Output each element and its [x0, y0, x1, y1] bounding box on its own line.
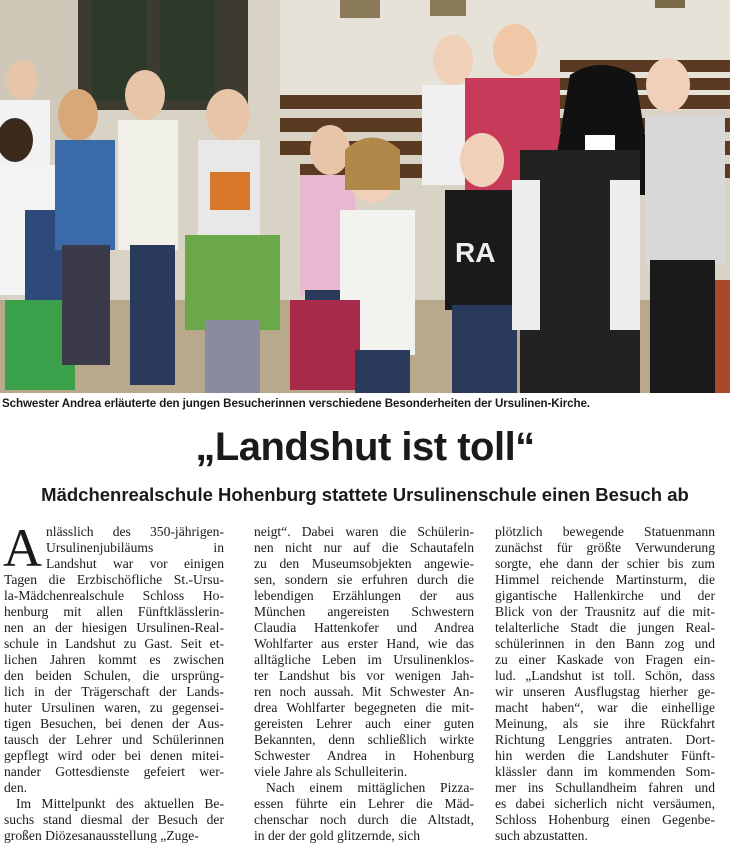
article-line: nander Gottesdienste gefeiert wer- [4, 764, 224, 779]
article-line: gereisten Lehrer auch einer guten [254, 716, 474, 731]
article-line: nen an der hiesigen Ursulinen-Real- [4, 620, 224, 635]
article-line: Schloss Hohenburg einen Gegenbe- [495, 812, 715, 827]
article-line: sorgte, ehe dann der schier bis zum [495, 556, 715, 571]
article-line: Himmel reichende Martinsturm, die [495, 572, 715, 587]
photo-caption: Schwester Andrea erläuterte den jungen Besucherinnen verschiedene Besonderheiten der Ursulinen-Kirche. [2, 397, 590, 410]
article-photo [0, 0, 730, 393]
article-line: suchs stand diesmal der Besuch der [4, 812, 224, 827]
article-line: es dabei sicherlich nicht versäumen, [495, 796, 715, 811]
article-line: neigt“. Dabei waren die Schülerin- [254, 524, 474, 539]
article-line: in der der gold glitzernde, sich [254, 828, 421, 843]
article-line: huter Ursulinen waren, zu gegensei- [4, 700, 224, 715]
article-line: lebendigen Erzählungen der aus [254, 588, 474, 603]
article-line: Bekannten, denn schließlich wirkte [254, 732, 474, 747]
article-line: mer ins Schullandheim fahren und [495, 780, 715, 795]
article-line: henburg mit allen Fünftklässlerin- [4, 604, 224, 619]
article-line: alltägliche Leben im Ursulinenklos- [254, 652, 474, 667]
article-line: gepflegt wird oder bei denen mitei- [4, 748, 224, 763]
article-line: Nach einem mittäglichen Pizza- [266, 780, 474, 795]
article-line: wir unseren Ausflugstag hierher ge- [495, 684, 715, 699]
article-line: schülerinnen in den Bann zog und [495, 636, 715, 651]
article-line: zu einer Kaskade von Fragen ein- [495, 652, 715, 667]
article-line: nen nicht nur auf die Schautafeln [254, 540, 474, 555]
article-line: la-Mädchenrealschule Schloss Ho- [4, 588, 224, 603]
article-line: telalterliche Stadt die jungen Real- [495, 620, 715, 635]
headline: „Landshut ist toll“ [195, 425, 535, 469]
article-line: lich in der Trägerschaft der Lands- [4, 684, 224, 699]
article-line: gigantische Hallenkirche und der [495, 588, 715, 603]
article-line: Richtung Lenggries antraten. Dort- [495, 732, 715, 747]
subheadline: Mädchenrealschule Hohenburg stattete Ursulinenschule einen Besuch ab [41, 484, 689, 505]
article-column-2 [254, 524, 474, 844]
article-line: viele Jahre als Schulleiterin. [254, 764, 408, 779]
article-line: drea Wohlfarter begegneten die mit- [254, 700, 474, 715]
article-line: tausch der Lehrer und Schülerinnen [4, 732, 224, 747]
article-line: den. [4, 780, 28, 795]
article-line: Tagen die Erzbischöfliche St.-Ursu- [4, 572, 224, 587]
article-line: zu den Museumsobjekten angewie- [254, 556, 474, 571]
article-line: klässler dann im kommenden Som- [495, 764, 715, 779]
article-line: Landshut war vor einigen [46, 556, 224, 571]
drop-cap: A [3, 518, 42, 578]
article-column-1 [3, 518, 224, 844]
article-line: München angereisten Schwestern [254, 604, 474, 619]
article-line: ter Landshut bis vor wenigen Jah- [254, 668, 474, 683]
article-line: essen führte ein Lehrer die Mäd- [254, 796, 474, 811]
article-line: Meinung, als sie ihre Rückfahrt [495, 716, 715, 731]
article-line: Blick von der Trausnitz auf die mit- [495, 604, 715, 619]
article-line: sen, sondern sie erfuhren durch die [254, 572, 474, 587]
article-line: ren noch aussah. Mit Schwester An- [254, 684, 474, 699]
svg-text:RA: RA [455, 237, 496, 268]
article-line: schule in Landshut zu Gast. Seit et- [4, 636, 224, 651]
article-column-3 [495, 524, 715, 844]
article-line: plötzlich bewegende Statuenmann [495, 524, 715, 539]
article-line: Wohlfarter aus erster Hand, wie das [254, 636, 474, 651]
article-line: chenschar noch durch die Altstadt, [254, 812, 474, 827]
article-line: Im Mittelpunkt des aktuellen Be- [16, 796, 224, 811]
article-line: zunächst für größte Verwunderung [495, 540, 715, 555]
article-line: such abzustatten. [495, 828, 588, 843]
article-line: Claudia Hattenkofer und Andrea [254, 620, 474, 635]
article-line: den beiden Schulen, die ursprüng- [4, 668, 224, 683]
article-line: nlässlich des 350-jährigen- [46, 524, 224, 539]
article-line: macht haben“, war die einhellige [495, 700, 715, 715]
article-line: hin werden die Landshuter Fünft- [495, 748, 715, 763]
article-line: Schwester Andrea in Hohenburg [254, 748, 474, 763]
article-line: großen Diözesanausstellung „Zuge- [4, 828, 199, 843]
article-line: lud. „Landshut ist toll. Schön, dass [495, 668, 715, 683]
article-line: tigen Besuchen, bei denen der Aus- [4, 716, 224, 731]
article-line: Ursulinenjubiläums in [46, 540, 224, 555]
article-line: lichen Jahren kommt es zwischen [4, 652, 224, 667]
